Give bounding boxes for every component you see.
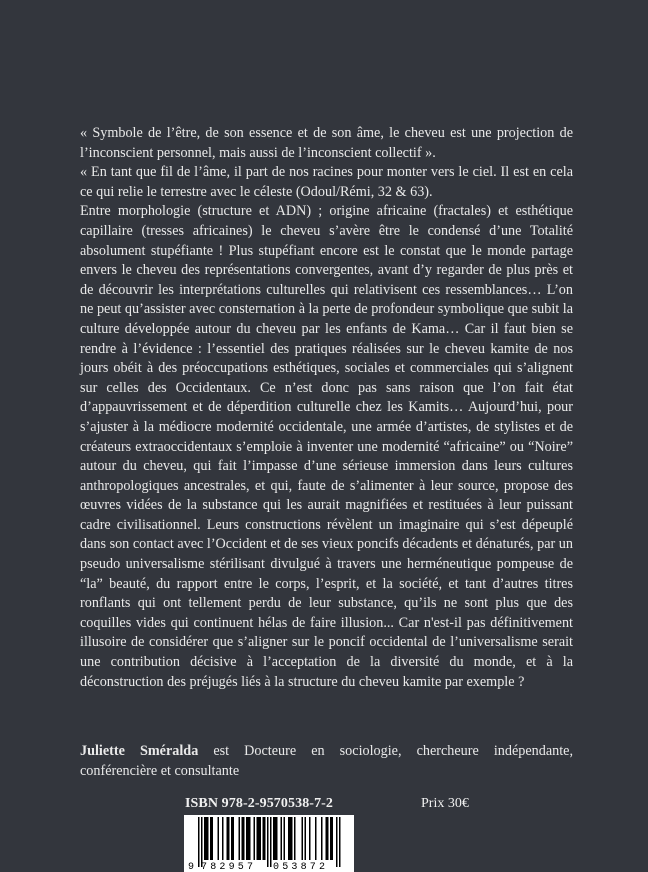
barcode-digits-left: 782957	[201, 862, 257, 872]
barcode-bar	[198, 817, 200, 867]
summary-body: Entre morphologie (structure et ADN) ; origine africaine (fractales) et esthétique capillaire (tresses africaines) le cheveu s’avère être le condensé d’une Totalité absolument stupéfiante ! Plus stupéfiant encore est le constat que le monde partage envers le cheveu des représentations convergentes, avant d’y regarder de plus près et de découvrir les interprétations culturelles qui relativisent ces ressemblances… L’on ne peut qu’assister avec consternation à la perte de profondeur symbolique que subit la culture développée autour du cheveu par les enfants de Kama… Car il faut bien se rendre à l’évidence : l’essentiel des pratiques réalisées sur le cheveu kamite de nos jours obéit à des préoccupations esthétiques, sociales et commerciales qui s’alignent sur celles des Occidentaux. Ce n’est donc pas sans raison que l’on fait état d’appauvrissement et de déperdition culturelle chez les Kamits… Aujourd’hui, pour s’ajuster à la médiocre modernité occidentale, une armée d’artistes, de stylistes et de créateurs extraoccidentaux s’emploie à inventer une modernité “africaine” ou “Noire” autour du cheveu, qui fait l’impasse d’une sérieuse immersion dans leurs cultures anthropologiques ancestrales, et qui, faute de s’alimenter à leur source, propose des œuvres vidées de la substance qui les aurait magnifiées et restituées à leur puissant cadre civilisationnel. Leurs constructions révèlent un imaginaire qui s’est dépeuplé dans son contact avec l’Occident et de ses vieux poncifs décadents et dénaturés, par un pseudo universalisme stérilisant divulgué à travers une herméneutique pompeuse de “la” beauté, du rapport entre le corps, l’esprit, et la société, et tant d’autres titres ronflants qui ont tellement perdu de leur substance, qu’ils ne sont plus que des coquilles vides qui continuent hélas de faire illusion... Car n'est-il pas définitivement illusoire de considérer que s’aligner sur le poncif occidental de l’universalisme serait une contribution décisive à l’acceptation de la diversité du monde, et à la déconstruction des préjugés liés à la structure du cheveu kamite par exemple ?	[80, 203, 573, 690]
barcode-bar	[291, 817, 293, 860]
quote-2: « En tant que fil de l’âme, il part de nos racines pour monter vers le ciel. Il est en cela ce qui relie le terrestre avec le céleste (Odoul/Rémi, 32 & 63).	[80, 164, 573, 200]
author-bio	[80, 742, 573, 781]
barcode-bar	[309, 817, 311, 860]
author-name: Juliette Sméralda	[80, 743, 199, 759]
barcode-bar	[246, 817, 248, 860]
barcode-bar	[315, 817, 317, 860]
barcode-bar	[231, 817, 233, 860]
barcode-bar	[273, 817, 275, 860]
quote-1: « Symbole de l’être, de son essence et de son âme, le cheveu est une projection de l’inconscient personnel, mais aussi de l’inconscient collectif ».	[80, 125, 573, 161]
barcode-bar	[210, 817, 212, 860]
barcode-bar	[233, 817, 235, 860]
barcode-bar	[339, 817, 341, 867]
barcode-bar	[218, 817, 220, 860]
barcode-bar	[228, 817, 230, 860]
barcode-bar	[222, 817, 224, 860]
barcode-bar	[290, 817, 292, 860]
author-description: est Docteure en sociologie, chercheure indépendante, conférencière et consultante	[80, 743, 574, 779]
price: Prix 30€	[421, 796, 469, 811]
barcode-bar	[263, 817, 265, 860]
barcode-bar	[327, 817, 329, 860]
barcode-bar	[332, 817, 334, 860]
barcode-digit-lead: 9	[188, 862, 195, 872]
barcode-bar	[206, 817, 208, 860]
barcode-bar	[321, 817, 323, 860]
barcode-bar	[326, 817, 328, 860]
barcode-bar	[258, 817, 260, 860]
barcode-bar	[284, 817, 286, 860]
barcode-bar	[275, 817, 277, 860]
summary-text	[80, 124, 573, 692]
barcode-bar	[257, 817, 259, 860]
barcode-bar	[242, 817, 244, 860]
barcode-bar	[294, 817, 296, 860]
barcode-bar	[239, 817, 241, 860]
barcode-bar	[264, 817, 266, 860]
barcode-bar	[227, 817, 229, 860]
barcode-bar	[249, 817, 251, 860]
barcode-bar	[212, 817, 214, 860]
barcode-bar	[254, 817, 256, 860]
barcode-bar	[330, 817, 332, 860]
barcode-bar	[270, 817, 272, 867]
barcode-bar	[302, 817, 304, 860]
barcode	[184, 815, 354, 872]
barcode-bar	[248, 817, 250, 860]
barcode-bar	[243, 817, 245, 860]
barcode-bar	[260, 817, 262, 860]
barcode-bar	[305, 817, 307, 860]
barcode-bar	[276, 817, 278, 860]
isbn-price-row	[185, 796, 485, 816]
barcode-bar	[204, 817, 206, 860]
barcode-bar	[267, 817, 269, 867]
barcode-bar	[281, 817, 283, 860]
barcode-digits-right: 053872	[273, 862, 329, 872]
barcode-image	[184, 815, 354, 872]
isbn-number: ISBN 978-2-9570538-7-2	[185, 796, 334, 811]
barcode-bar	[336, 817, 338, 867]
barcode-bar	[201, 817, 203, 867]
barcode-bar	[288, 817, 290, 860]
barcode-bar	[207, 817, 209, 860]
